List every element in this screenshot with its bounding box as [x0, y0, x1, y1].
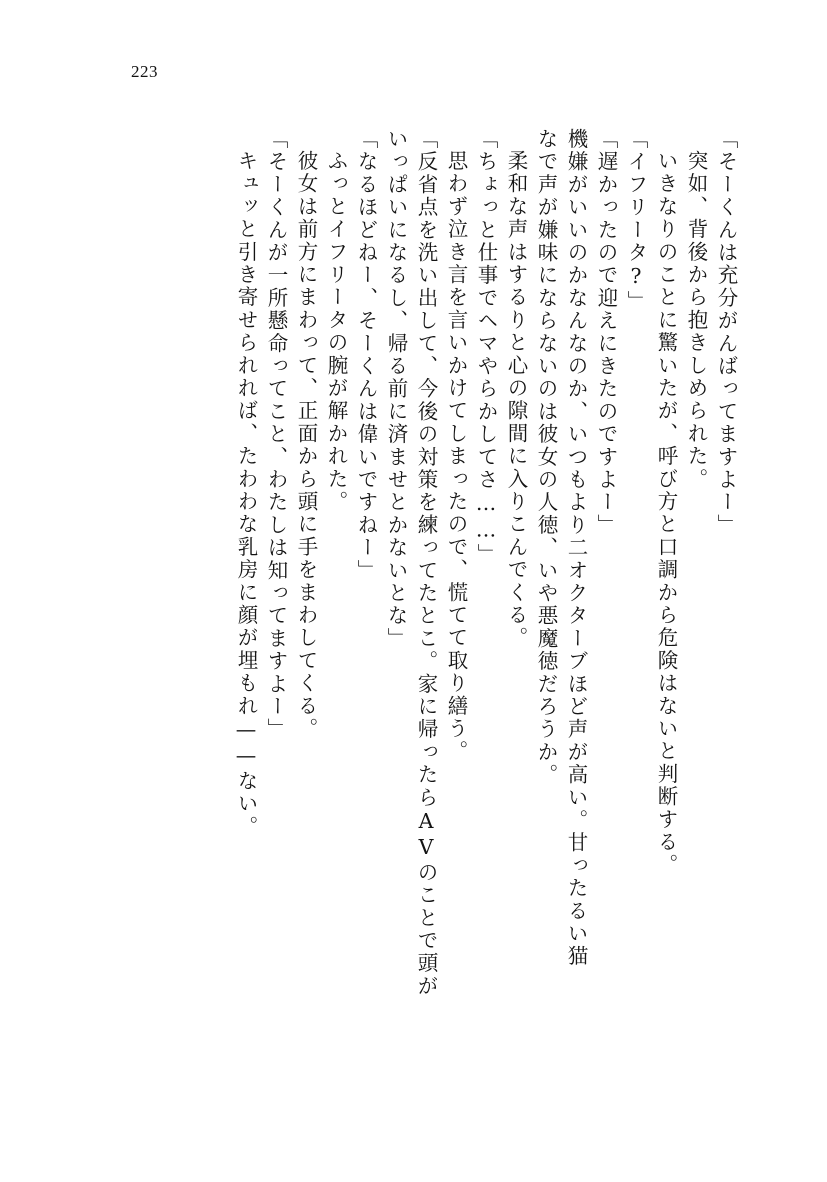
- text-line: 「イフリータ?」: [624, 128, 648, 314]
- text-line: 思わず泣き言を言いかけてしまったので、慌てて取り繕う。: [444, 150, 468, 763]
- text-line: 柔和な声はするりと心の隙間に入りこんでくる。: [504, 150, 528, 650]
- text-line: 「遅かったので迎えにきたのですよー」: [594, 128, 618, 537]
- text-line: いきなりのことに驚いたが、呼び方と口調から危険はないと判断する。: [654, 150, 678, 877]
- text-line: 突如、背後から抱きしめられた。: [684, 150, 708, 491]
- text-line: 彼女は前方にまわって、正面から頭に手をまわしてくる。: [294, 150, 318, 741]
- text-line: キュッと引き寄せられれば、たわわな乳房に顔が埋もれ——ない。: [234, 150, 258, 838]
- text-line: なで声が嫌味にならないのは彼女の人徳、いや悪魔徳だろうか。: [534, 128, 558, 787]
- text-line: ふっとイフリータの腕が解かれた。: [324, 150, 348, 514]
- page-number: 223: [131, 62, 158, 81]
- text-line: 「なるほどねー、そーくんは偉いですねー」: [354, 128, 378, 582]
- text-line: 機嫌がいいのかなんなのか、いつもより二オクターブほど声が高い。甘ったるい猫: [564, 128, 588, 968]
- text-line: 「ちょっと仕事でヘマやらかしてさ……」: [474, 128, 498, 567]
- vertical-text-body: [96, 128, 736, 1088]
- text-line: 「そーくんが一所懸命ってこと、わたしは知ってますよー」: [264, 128, 288, 741]
- text-line: いっぱいになるし、帰る前に済ませとかないとな」: [384, 128, 408, 651]
- text-line: 「そーくんは充分がんばってますよー」: [714, 128, 738, 537]
- text-line: 「反省点を洗い出して、今後の対策を練ってたとこ。家に帰ったらAVのことで頭が: [414, 128, 438, 998]
